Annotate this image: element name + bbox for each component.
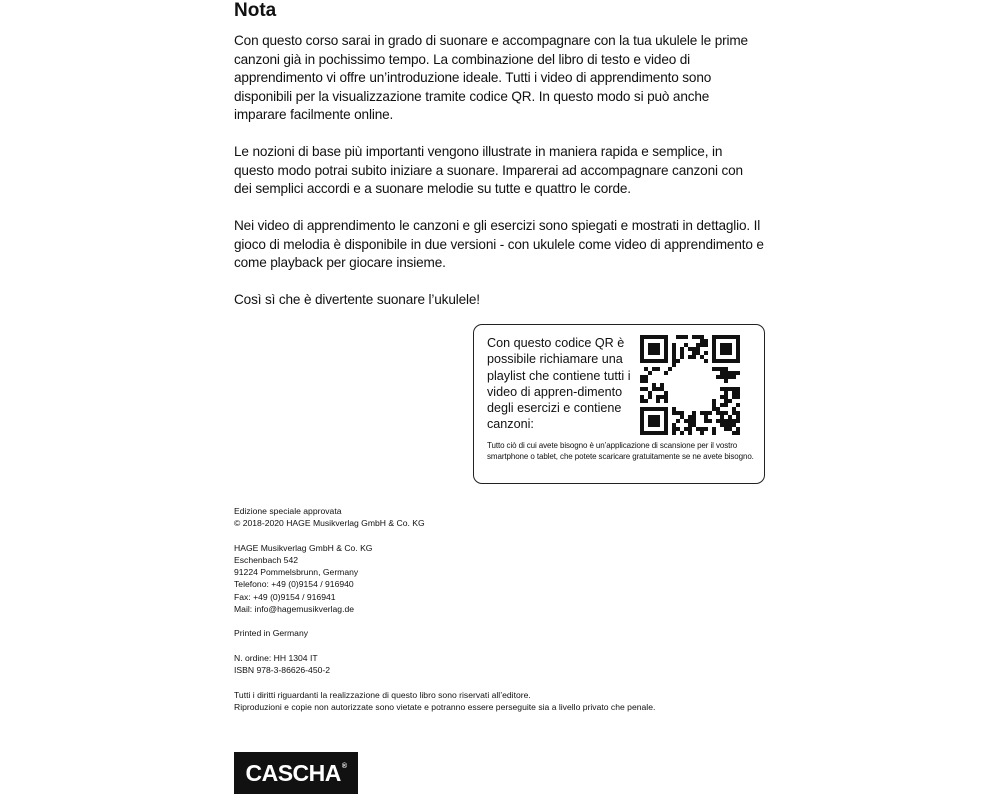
imprint-edition xyxy=(234,505,754,529)
qr-code-icon[interactable] xyxy=(640,335,740,435)
imprint-line: © 2018-2020 HAGE Musikverlag GmbH & Co. KG xyxy=(234,518,425,529)
paragraph: Così sì che è divertente suonare l’ukulele! xyxy=(234,292,480,307)
cascha-logo xyxy=(234,752,358,794)
imprint xyxy=(234,505,754,726)
imprint-line: N. ordine: HH 1304 IT xyxy=(234,653,318,663)
imprint-line: 91224 Pommelsbrunn, Germany xyxy=(234,567,359,578)
qr-description: Con questo codice QR è possibile richiamare una playlist che contiene tutti i video di appren-dimento degli esercizi e contiene canzoni: xyxy=(487,336,631,432)
email-link[interactable]: Mail: info@hagemusikverlag.de xyxy=(234,603,355,614)
imprint-printed xyxy=(234,627,754,639)
paragraph: Le nozioni di base più importanti vengono illustrate in maniera rapida e semplice, in questo modo potrai subito iniziare a suonare. Imparerai ad accompagnare canzoni con dei semplici accordi e a suonare melodie su tutte e quattro le corde. xyxy=(234,144,743,196)
page-title: Nota xyxy=(234,0,277,21)
imprint-line: Edizione speciale approvata xyxy=(234,506,342,516)
imprint-rights xyxy=(234,689,754,713)
imprint-address xyxy=(234,542,754,615)
paragraph: Con questo corso sarai in grado di suonare e accompagnare con la tua ukulele le prime canzoni già in pochissimo tempo. La combinazione del libro di testo e video di apprendimento vi offre un’introduzione ideale. Tutti i video di apprendimento sono disponibili per la visualizzazione tramite codice QR. In questo modo si può anche imparare facilmente online. xyxy=(234,33,748,122)
imprint-order xyxy=(234,652,754,676)
qr-note: Tutto ciò di cui avete bisogno è un’applicazione di scansione per il vostro smartphone o tablet, che potete scaricare gratuitamente se ne avete bisogno. xyxy=(487,441,754,462)
intro-text xyxy=(234,32,764,328)
imprint-line: Printed in Germany xyxy=(234,628,309,639)
imprint-line: HAGE Musikverlag GmbH & Co. KG xyxy=(234,542,373,553)
imprint-line: Eschenbach 542 xyxy=(234,555,299,565)
logo-registered-mark: ® xyxy=(341,763,347,770)
imprint-line: Tutti i diritti riguardanti la realizzazione di questo libro sono riservati all’editore. xyxy=(234,689,531,700)
qr-info-box xyxy=(473,324,765,484)
imprint-line: Fax: +49 (0)9154 / 916941 xyxy=(234,591,336,602)
paragraph: Nei video di apprendimento le canzoni e gli esercizi sono spiegati e mostrati in dettaglio. Il gioco di melodia è disponibile in due versioni - con ukulele come video di apprendimento e come playback per giocare insieme. xyxy=(234,218,764,270)
logo-text: CASCHA xyxy=(245,760,341,786)
imprint-line: Riproduzioni e copie non autorizzate sono vietate e potranno essere perseguite sia a livello privato che penale. xyxy=(234,702,656,712)
imprint-line: ISBN 978-3-86626-450-2 xyxy=(234,665,331,676)
imprint-line: Telefono: +49 (0)9154 / 916940 xyxy=(234,579,354,590)
